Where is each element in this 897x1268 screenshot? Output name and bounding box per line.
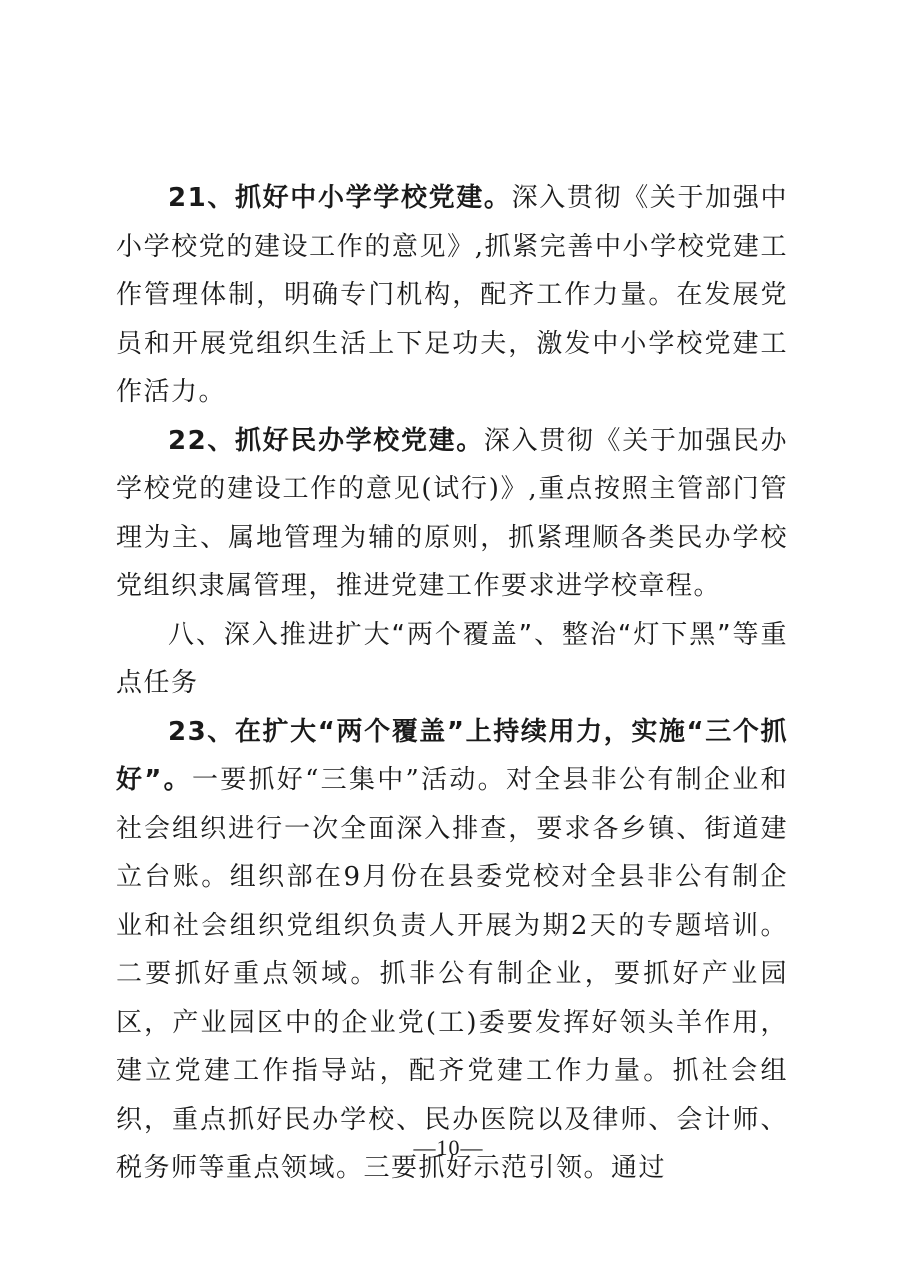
paragraph-23-text: 一要抓好“三集中”活动。对全县非公有制企业和社会组织进行一次全面深入排查，要求各乡镇、街道建立台账。组织部在9月份在县委党校对全县非公有制企业和社会组织党组织负责人开展为期2天的专题培训。二要抓好重点领域。抓非公有制企业，要抓好产业园区，产业园区中的企业党(工)委要发挥好领头羊作用，建立党建工作指导站，配齐党建工作力量。抓社会组织，重点抓好民办学校、民办医院以及律师、会计师、税务师等重点领域。三要抓好示范引领。通过 <box>116 765 788 1183</box>
paragraph-23 <box>116 708 788 1193</box>
paragraph-21-text: 深入贯彻《关于加强中小学校党的建设工作的意见》,抓紧完善中小学校党建工作管理体制，明确专门机构，配齐工作力量。在发展党员和开展党组织生活上下足功夫，激发中小学校党建工作活力。 <box>116 183 788 407</box>
section-heading-8: 八、深入推进扩大“两个覆盖”、整治“灯下黑”等重点任务 <box>116 619 788 698</box>
document-body <box>116 174 788 1193</box>
paragraph-22-text: 深入贯彻《关于加强民办学校党的建设工作的意见(试行)》,重点按照主管部门管理为主、属地管理为辅的原则，抓紧理顺各类民办学校党组织隶属管理，推进党建工作要求进学校章程。 <box>116 425 788 601</box>
paragraph-23-lead: 23、在扩大“两个覆盖”上持续用力，实施“三个抓好”。 <box>116 716 788 795</box>
paragraph-21 <box>116 174 788 417</box>
paragraph-22 <box>116 417 788 611</box>
page-number: —10— <box>413 1135 484 1160</box>
paragraph-22-lead: 22、抓好民办学校党建。 <box>168 425 484 456</box>
paragraph-21-lead: 21、抓好中小学学校党建。 <box>168 183 512 213</box>
